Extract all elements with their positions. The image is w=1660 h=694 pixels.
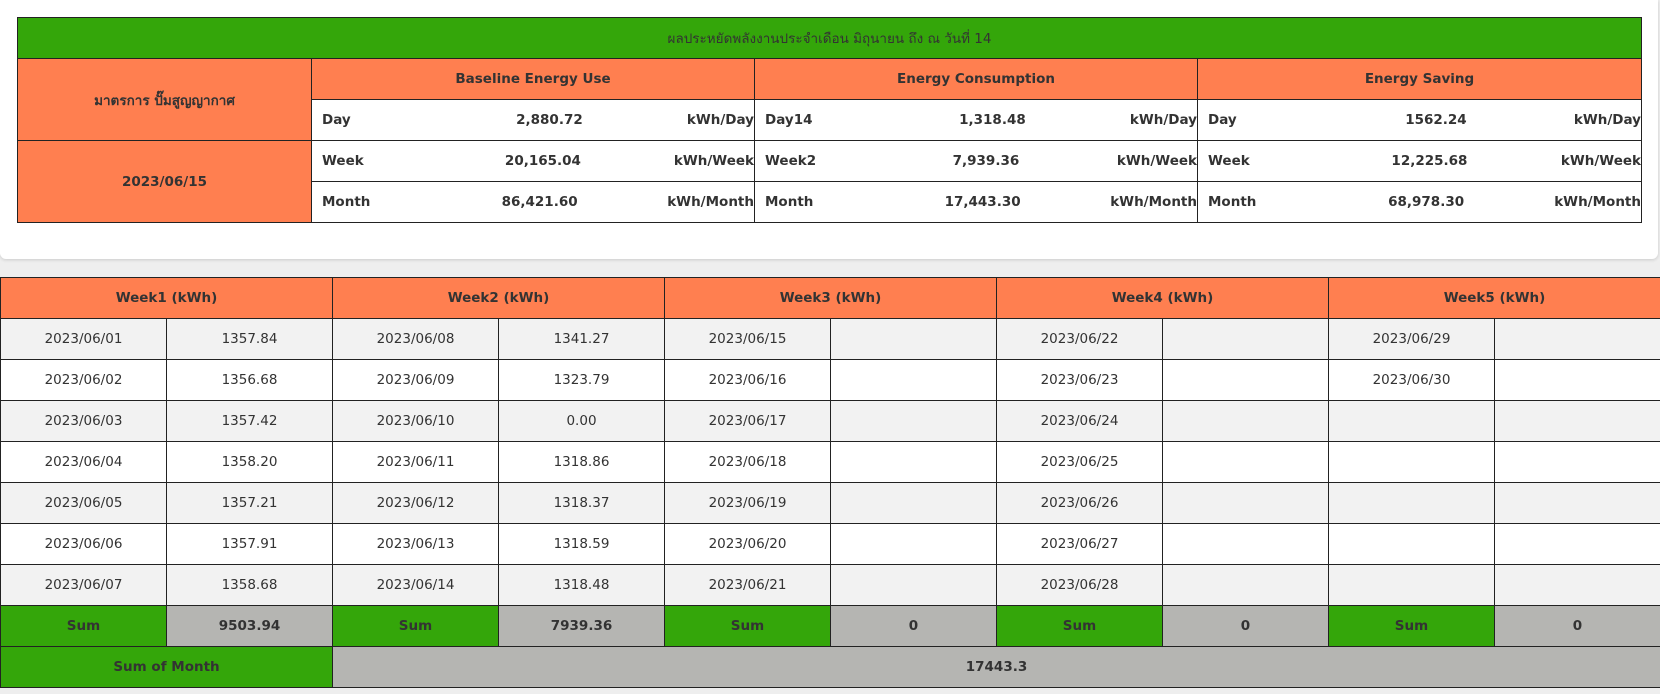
day-date-cell: 2023/06/21 — [665, 565, 831, 606]
week3-header: Week3 (kWh) — [665, 278, 997, 319]
day-value-cell: 1357.42 — [167, 401, 333, 442]
day-value-cell: 1318.86 — [499, 442, 665, 483]
day-date-cell: 2023/06/19 — [665, 483, 831, 524]
baseline-day-unit: kWh/Day — [686, 112, 754, 128]
day-value-cell — [1495, 565, 1660, 606]
day-value-cell: 1323.79 — [499, 360, 665, 401]
saving-week-value: 12,225.68 — [1391, 153, 1468, 169]
baseline-day-label: Day — [322, 112, 351, 128]
baseline-week-row — [312, 141, 755, 182]
day-date-cell: 2023/06/01 — [1, 319, 167, 360]
table-row — [1, 401, 1660, 442]
week4-header: Week4 (kWh) — [997, 278, 1329, 319]
day-value-cell — [1163, 319, 1329, 360]
day-value-cell: 1318.59 — [499, 524, 665, 565]
day-value-cell — [1495, 442, 1660, 483]
day-value-cell: 1357.84 — [167, 319, 333, 360]
day-date-cell: 2023/06/07 — [1, 565, 167, 606]
table-row — [1, 565, 1660, 606]
week4-sum-value: 0 — [1163, 606, 1329, 647]
saving-week-label: Week — [1208, 153, 1250, 169]
baseline-month-label: Month — [322, 194, 371, 210]
day-value-cell — [831, 401, 997, 442]
baseline-week-unit: kWh/Week — [673, 153, 754, 169]
day-value-cell — [831, 524, 997, 565]
consumption-month-value: 17,443.30 — [944, 194, 1021, 210]
day-date-cell — [1329, 483, 1495, 524]
saving-week-row — [1198, 141, 1642, 182]
day-value-cell — [1495, 524, 1660, 565]
day-value-cell — [1495, 360, 1660, 401]
day-value-cell — [1495, 401, 1660, 442]
day-date-cell: 2023/06/25 — [997, 442, 1163, 483]
day-value-cell: 0.00 — [499, 401, 665, 442]
day-value-cell — [831, 565, 997, 606]
sum-of-month-label: Sum of Month — [1, 647, 333, 688]
day-date-cell: 2023/06/29 — [1329, 319, 1495, 360]
day-date-cell: 2023/06/02 — [1, 360, 167, 401]
day-value-cell — [831, 483, 997, 524]
day-value-cell — [831, 319, 997, 360]
saving-day-row — [1198, 100, 1642, 141]
consumption-week-value: 7,939.36 — [952, 153, 1020, 169]
day-date-cell: 2023/06/18 — [665, 442, 831, 483]
table-row — [1, 360, 1660, 401]
baseline-day-value: 2,880.72 — [516, 112, 583, 128]
baseline-header: Baseline Energy Use — [312, 59, 755, 100]
day-date-cell: 2023/06/27 — [997, 524, 1163, 565]
consumption-day-unit: kWh/Day — [1129, 112, 1197, 128]
day-date-cell: 2023/06/04 — [1, 442, 167, 483]
consumption-header: Energy Consumption — [755, 59, 1198, 100]
day-value-cell: 1358.20 — [167, 442, 333, 483]
saving-month-label: Month — [1208, 194, 1257, 210]
consumption-week-row — [755, 141, 1198, 182]
consumption-day-value: 1,318.48 — [959, 112, 1026, 128]
weekly-energy-table — [0, 277, 1660, 688]
day-date-cell: 2023/06/13 — [333, 524, 499, 565]
day-value-cell — [1163, 524, 1329, 565]
week5-sum-label: Sum — [1329, 606, 1495, 647]
table-row — [1, 442, 1660, 483]
day-date-cell: 2023/06/05 — [1, 483, 167, 524]
day-date-cell: 2023/06/15 — [665, 319, 831, 360]
table-row — [1, 483, 1660, 524]
consumption-day-row — [755, 100, 1198, 141]
day-date-cell — [1329, 442, 1495, 483]
day-date-cell: 2023/06/30 — [1329, 360, 1495, 401]
day-date-cell: 2023/06/24 — [997, 401, 1163, 442]
day-date-cell: 2023/06/26 — [997, 483, 1163, 524]
saving-month-value: 68,978.30 — [1388, 194, 1465, 210]
day-value-cell: 1341.27 — [499, 319, 665, 360]
day-date-cell: 2023/06/22 — [997, 319, 1163, 360]
day-value-cell: 1318.48 — [499, 565, 665, 606]
energy-summary-table — [17, 17, 1642, 223]
baseline-month-unit: kWh/Month — [667, 194, 754, 210]
day-value-cell — [1163, 401, 1329, 442]
saving-month-row — [1198, 182, 1642, 223]
day-value-cell — [1495, 319, 1660, 360]
baseline-week-label: Week — [322, 153, 364, 169]
day-date-cell: 2023/06/09 — [333, 360, 499, 401]
week1-header: Week1 (kWh) — [1, 278, 333, 319]
day-value-cell — [1163, 360, 1329, 401]
day-value-cell: 1356.68 — [167, 360, 333, 401]
day-date-cell: 2023/06/28 — [997, 565, 1163, 606]
day-date-cell — [1329, 565, 1495, 606]
day-date-cell: 2023/06/10 — [333, 401, 499, 442]
sum-of-month-value: 17443.3 — [333, 647, 1660, 688]
day-value-cell: 1318.37 — [499, 483, 665, 524]
report-date: 2023/06/15 — [18, 141, 312, 223]
day-value-cell — [1495, 483, 1660, 524]
day-date-cell: 2023/06/20 — [665, 524, 831, 565]
week1-sum-label: Sum — [1, 606, 167, 647]
day-date-cell: 2023/06/08 — [333, 319, 499, 360]
saving-week-unit: kWh/Week — [1560, 153, 1641, 169]
day-value-cell: 1357.91 — [167, 524, 333, 565]
day-date-cell: 2023/06/11 — [333, 442, 499, 483]
day-value-cell — [831, 442, 997, 483]
week2-header: Week2 (kWh) — [333, 278, 665, 319]
consumption-week-unit: kWh/Week — [1116, 153, 1197, 169]
week5-header: Week5 (kWh) — [1329, 278, 1660, 319]
week3-sum-label: Sum — [665, 606, 831, 647]
saving-header: Energy Saving — [1198, 59, 1642, 100]
week1-sum-value: 9503.94 — [167, 606, 333, 647]
day-value-cell: 1357.21 — [167, 483, 333, 524]
day-value-cell: 1358.68 — [167, 565, 333, 606]
day-date-cell: 2023/06/03 — [1, 401, 167, 442]
week5-sum-value: 0 — [1495, 606, 1660, 647]
consumption-week-label: Week2 — [765, 153, 817, 169]
baseline-week-value: 20,165.04 — [504, 153, 581, 169]
day-date-cell: 2023/06/16 — [665, 360, 831, 401]
day-value-cell — [831, 360, 997, 401]
week2-sum-value: 7939.36 — [499, 606, 665, 647]
table-row — [1, 524, 1660, 565]
saving-day-value: 1562.24 — [1405, 112, 1467, 128]
consumption-month-unit: kWh/Month — [1110, 194, 1197, 210]
day-value-cell — [1163, 442, 1329, 483]
day-date-cell: 2023/06/23 — [997, 360, 1163, 401]
day-value-cell — [1163, 483, 1329, 524]
consumption-month-label: Month — [765, 194, 814, 210]
day-date-cell: 2023/06/06 — [1, 524, 167, 565]
week2-sum-label: Sum — [333, 606, 499, 647]
day-value-cell — [1163, 565, 1329, 606]
consumption-day-label: Day14 — [765, 112, 813, 128]
day-date-cell — [1329, 524, 1495, 565]
day-date-cell: 2023/06/17 — [665, 401, 831, 442]
week3-sum-value: 0 — [831, 606, 997, 647]
table-row — [1, 319, 1660, 360]
summary-title: ผลประหยัดพลังงานประจำเดือน มิถุนายน ถึง ณ วันที่ 14 — [18, 18, 1642, 59]
measure-label: มาตรการ ปั๊มสูญญากาศ — [18, 59, 312, 141]
consumption-month-row — [755, 182, 1198, 223]
day-date-cell — [1329, 401, 1495, 442]
baseline-day-row — [312, 100, 755, 141]
saving-day-label: Day — [1208, 112, 1237, 128]
day-date-cell: 2023/06/12 — [333, 483, 499, 524]
saving-month-unit: kWh/Month — [1554, 194, 1641, 210]
baseline-month-row — [312, 182, 755, 223]
week4-sum-label: Sum — [997, 606, 1163, 647]
day-date-cell: 2023/06/14 — [333, 565, 499, 606]
saving-day-unit: kWh/Day — [1573, 112, 1641, 128]
baseline-month-value: 86,421.60 — [501, 194, 578, 210]
